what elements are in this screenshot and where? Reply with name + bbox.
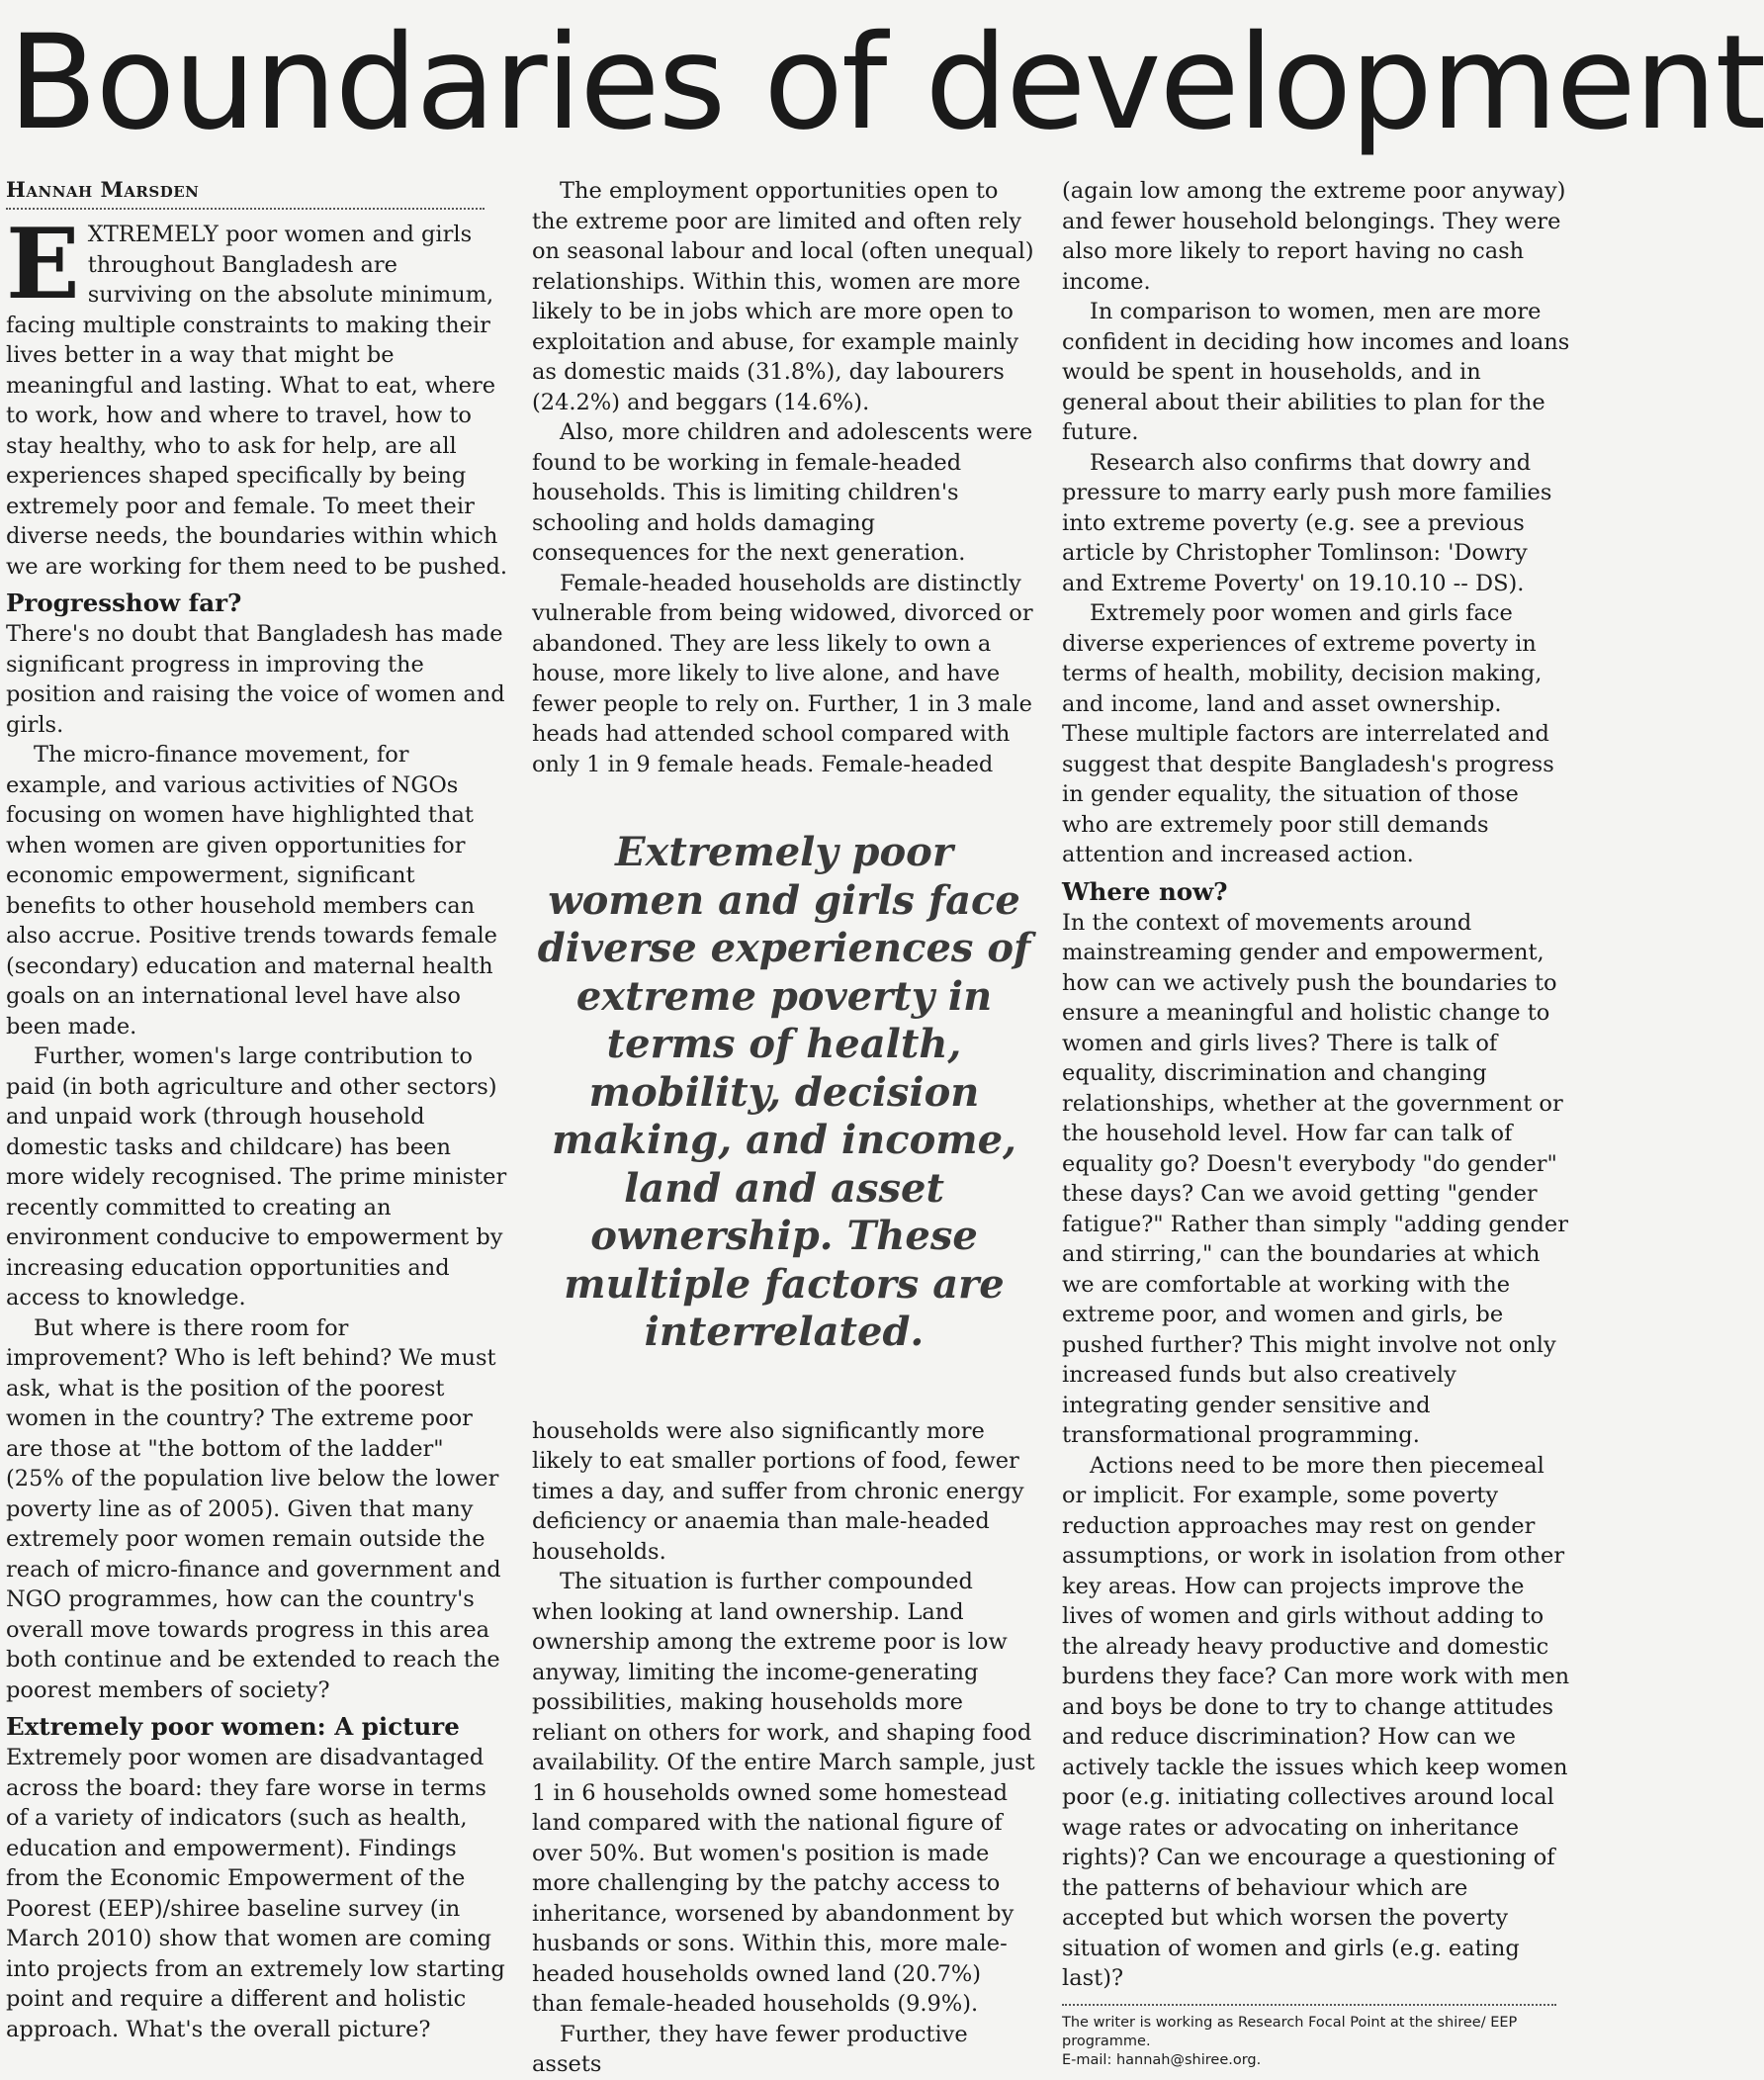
lead-text: XTREMELY poor women and girls throughout Bangladesh are surviving on the absolute minimum, facing multiple constraints to making their lives better in a way that might be meaningful and lasting. What to eat, where to work, how and where to travel, how to stay healthy, who to ask for help, are all experiences shaped specifically by being extremely poor and female. To meet their diverse needs, the boundaries within which we are working for them need to be pushed. bbox=[6, 222, 508, 580]
paragraph: The employment opportunities open to the extreme poor are limited and often rely on seasonal labour and local (often unequal) relationships. Within this, women are more likely to be in jobs which are more open to exploitation and abuse, for example mainly as domestic maids (31.8%), day labourers (24.2%) and beggars (14.6%). bbox=[532, 178, 1034, 415]
paragraph: Extremely poor women are disadvantaged across the board: they fare worse in terms of a variety of indicators (such as health, education and empowerment). Findings from the Economic Empowerment of the Poorest (EEP)/shiree baseline survey (in March 2010) show that women are coming into projects from an extremely low starting point and require a different and holistic approach. What's the overall picture? bbox=[6, 1745, 505, 2042]
paragraph: But where is there room for improvement? Who is left behind? We must ask, what is the position of the poorest women in the country? The extreme poor are those at "the bottom of the ladder" (25% of the population live below the lower poverty line as of 2005). Given that many extremely poor women remain outside the reach of micro-finance and government and NGO programmes, how can the country's overall move towards progress in this area both continue and be extended to reach the poorest members of society? bbox=[6, 1314, 501, 1703]
article-headline: Boundaries of development bbox=[8, 7, 1764, 159]
paragraph: Also, more children and adolescents were found to be working in female-headed households. This is limiting children's schooling and holds damaging consequences for the next generation. bbox=[532, 419, 1033, 566]
paragraph: Further, women's large contribution to paid (in both agriculture and other sectors) and unpaid work (through household domestic tasks and childcare) has been more widely recognised. The prime minister recently committed to creating an environment conducive to empowerment by increasing education opportunities and access to knowledge. bbox=[6, 1043, 507, 1311]
subheading-where-now: Where now? bbox=[1062, 876, 1228, 906]
paragraph: The micro-finance movement, for example, and various activities of NGOs focusing on women have highlighted that when women are given opportunities for economic empowerment, significant benefits to other household members can also accrue. Positive trends towards female (secondary) education and maternal health goals on an international level have also been made. bbox=[6, 742, 497, 1040]
paragraph: Research also confirms that dowry and pressure to marry early push more families into extreme poverty (e.g. see a previous article by Christopher Tomlinson: 'Dowry and Extreme Poverty' on 19.10.10 -- DS). bbox=[1062, 449, 1552, 596]
subheading-picture: Extremely poor women: A picture bbox=[6, 1712, 460, 1741]
footnote-divider bbox=[1062, 2004, 1556, 2006]
paragraph: Female-headed households are distinctly vulnerable from being widowed, divorced or abandoned. They are less likely to own a house, more likely to live alone, and have fewer people to rely on. Further, 1 in 3 male heads had attended school compared with only 1 in 9 female heads. Female-headed bbox=[532, 570, 1033, 777]
author-email: E-mail: hannah@shiree.org. bbox=[1062, 2051, 1262, 2068]
paragraph: Actions need to be more then piecemeal or implicit. For example, some poverty reduction approaches may rest on gender assumptions, or work in isolation from other key areas. How can projects improve the lives of women and girls without adding to the already heavy productive and domestic burdens they face? Can more work with men and boys be done to try to change attitudes and reduce discrimination? How can we actively tackle the issues which keep women poor (e.g. initiating collectives around local wage rates or advocating on inheritance rights)? Can we encourage a questioning of the patterns of behaviour which are accepted but which worsen the poverty situation of women and girls (e.g. eating last)? bbox=[1062, 1452, 1570, 1991]
paragraph: (again low among the extreme poor anyway) and fewer household belongings. They were also more likely to report having no cash income. bbox=[1062, 178, 1566, 295]
article-column-3 bbox=[1062, 176, 1572, 2068]
paragraph: Further, they have fewer productive assets bbox=[532, 2021, 968, 2077]
drop-cap: E bbox=[6, 208, 80, 321]
paragraph: Extremely poor women and girls face diverse experiences of extreme poverty in terms of health, mobility, decision making, and income, land and asset ownership. These multiple factors are interrelated and suggest that despite Bangladesh's progress in gender equality, the situation of those who are extremely poor still demands attention and increased action. bbox=[1062, 600, 1554, 867]
author-footnote: The writer is working as Research Focal Point at the shiree/ EEP programme. bbox=[1062, 2014, 1518, 2049]
paragraph: In comparison to women, men are more confident in deciding how incomes and loans would be spent in households, and in general about their abilities to plan for the future. bbox=[1062, 299, 1570, 445]
subheading-progress: Progresshow far? bbox=[6, 588, 242, 617]
lead-paragraph bbox=[6, 208, 508, 582]
paragraph: households were also significantly more likely to eat smaller portions of food, fewer times a day, and suffer from chronic energy deficiency or anaemia than male-headed households. bbox=[532, 1417, 1024, 1565]
paragraph: The situation is further compounded when looking at land ownership. Land ownership among the extreme poor is low anyway, limiting the income-generating possibilities, making households more reliant on others for work, and shaping food availability. Of the entire March sample, just 1 in 6 households owned some homestead land compared with the national figure of over 50%. But women's position is made more challenging by the patchy access to inheritance, worsened by abandonment by husbands or sons. Within this, more male-headed households owned land (20.7%) than female-headed households (9.9%). bbox=[532, 1569, 1035, 2017]
paragraph: There's no doubt that Bangladesh has made significant progress in improving the position and raising the voice of women and girls. bbox=[6, 621, 505, 738]
paragraph: In the context of movements around mainstreaming gender and empowerment, how can we actively push the boundaries to ensure a meaningful and holistic change to women and girls lives? There is talk of equality, discrimination and changing relationships, whether at the government or the household level. How far can talk of equality go? Doesn't everybody "do gender" these days? Can we avoid getting "gender fatigue?" Rather than simply "adding gender and stirring," can the boundaries at which we are comfortable at working with the extreme poor, and women and girls, be pushed further? This might involve not only increased funds but also creatively integrating gender sensitive and transformational programming. bbox=[1062, 909, 1569, 1448]
article-column-1 bbox=[6, 176, 508, 2042]
author-byline: Hannah Marsden bbox=[6, 176, 485, 210]
article-column-2 bbox=[532, 176, 1036, 2077]
pull-quote: Extremely poor women and girls face diverse experiences of extreme poverty in terms of health, mobility, decision making, and income, land and asset ownership. These multiple factors are interrelated. bbox=[537, 829, 1031, 1355]
